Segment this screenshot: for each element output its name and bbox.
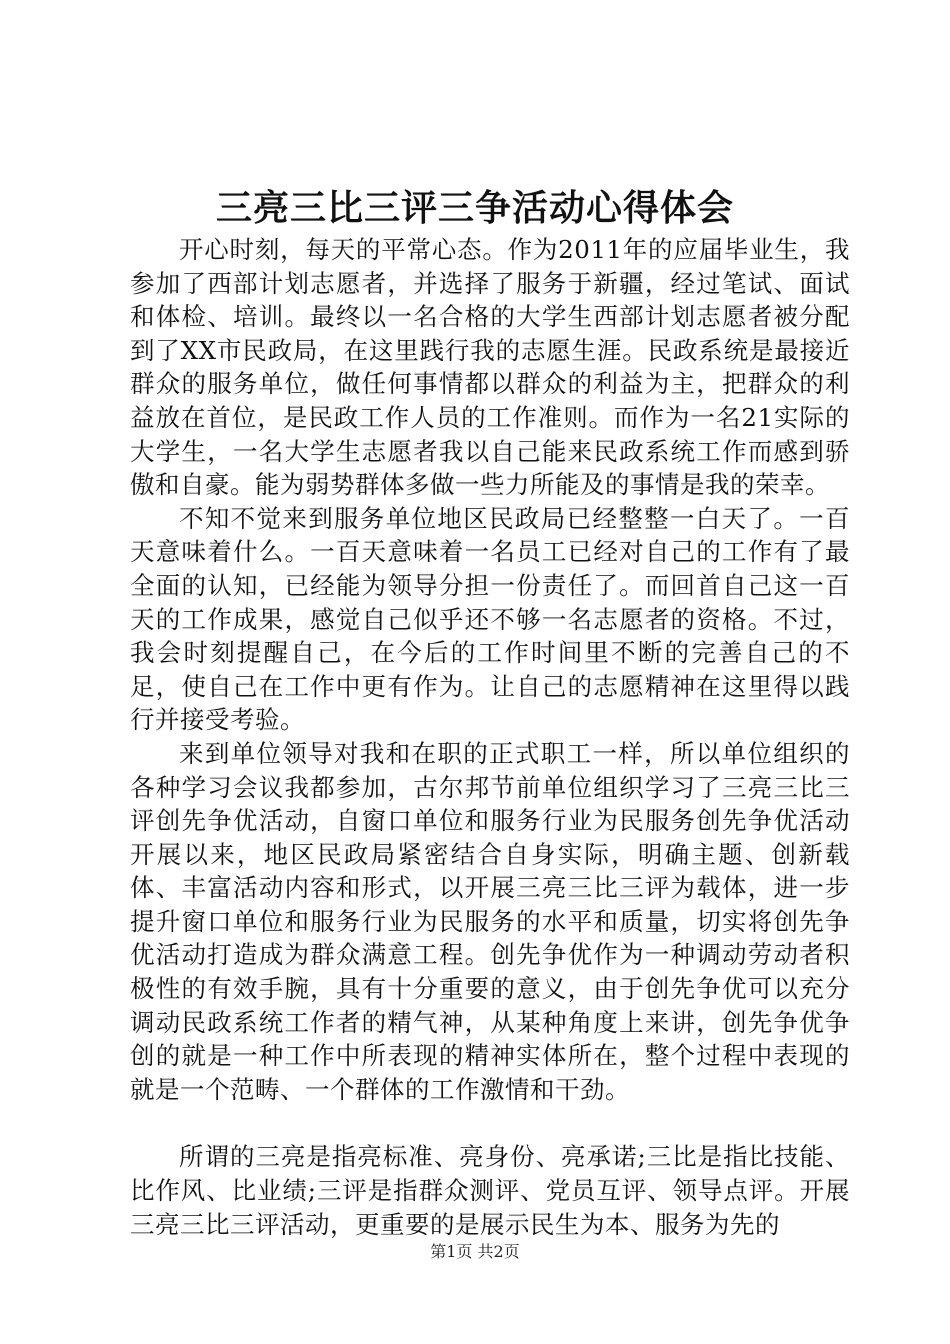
paragraph-2: 不知不觉来到服务单位地区民政局已经整整一白天了。一百天意味着什么。一百天意味着一名员工已经对自己的工作有了最全面的认知，已经能为领导分担一份责任了。而回首自己这一百天的工作成果，感觉自己似乎还不够一名志愿者的资格。不过，我会时刻提醒自己，在今后的工作时间里不断的完善自己的不足，使自己在工作中更有作为。让自己的志愿精神在这里得以践行并接受考验。 [130,503,850,735]
paragraph-1: 开心时刻，每天的平常心态。作为2011年的应届毕业生，我参加了西部计划志愿者，并选择了服务于新疆，经过笔试、面试和体检、培训。最终以一名合格的大学生西部计划志愿者被分配到了XX市民政局，在这里践行我的志愿生涯。民政系统是最接近群众的服务单位，做任何事情都以群众的利益为主，把群众的利益放在首位，是民政工作人员的工作准则。而作为一名21实际的大学生，一名大学生志愿者我以自己能来民政系统工作而感到骄傲和自豪。能为弱势群体多做一些力所能及的事情是我的荣幸。 [130,235,850,500]
paragraph-4: 所谓的三亮是指亮标准、亮身份、亮承诺;三比是指比技能、比作风、比业绩;三评是指群众测评、党员互评、领导点评。开展三亮三比三评活动，更重要的是展示民生为本、服务为先的 [130,1142,850,1239]
paragraph-3: 来到单位领导对我和在职的正式职工一样，所以单位组织的各种学习会议我都参加，古尔邦节前单位组织学习了三亮三比三评创先争优活动，自窗口单位和服务行业为民服务创先争优活动开展以来，地区民政局紧密结合自身实际，明确主题、创新载体、丰富活动内容和形式，以开展三亮三比三评为载体，进一步提升窗口单位和服务行业为民服务的水平和质量，切实将创先争优活动打造成为群众满意工程。创先争优作为一种调动劳动者积极性的有效手腕，具有十分重要的意义，由于创先争优可以充分调动民政系统工作者的精气神，从某种角度上来讲，创先争优争创的就是一种工作中所表现的精神实体所在，整个过程中表现的就是一个范畴、一个群体的工作激情和干劲。 [130,738,850,1104]
document-title: 三亮三比三评三争活动心得体会 [215,187,734,229]
page-footer: 第1页 共2页 [430,1242,520,1261]
document-body [130,233,850,1241]
